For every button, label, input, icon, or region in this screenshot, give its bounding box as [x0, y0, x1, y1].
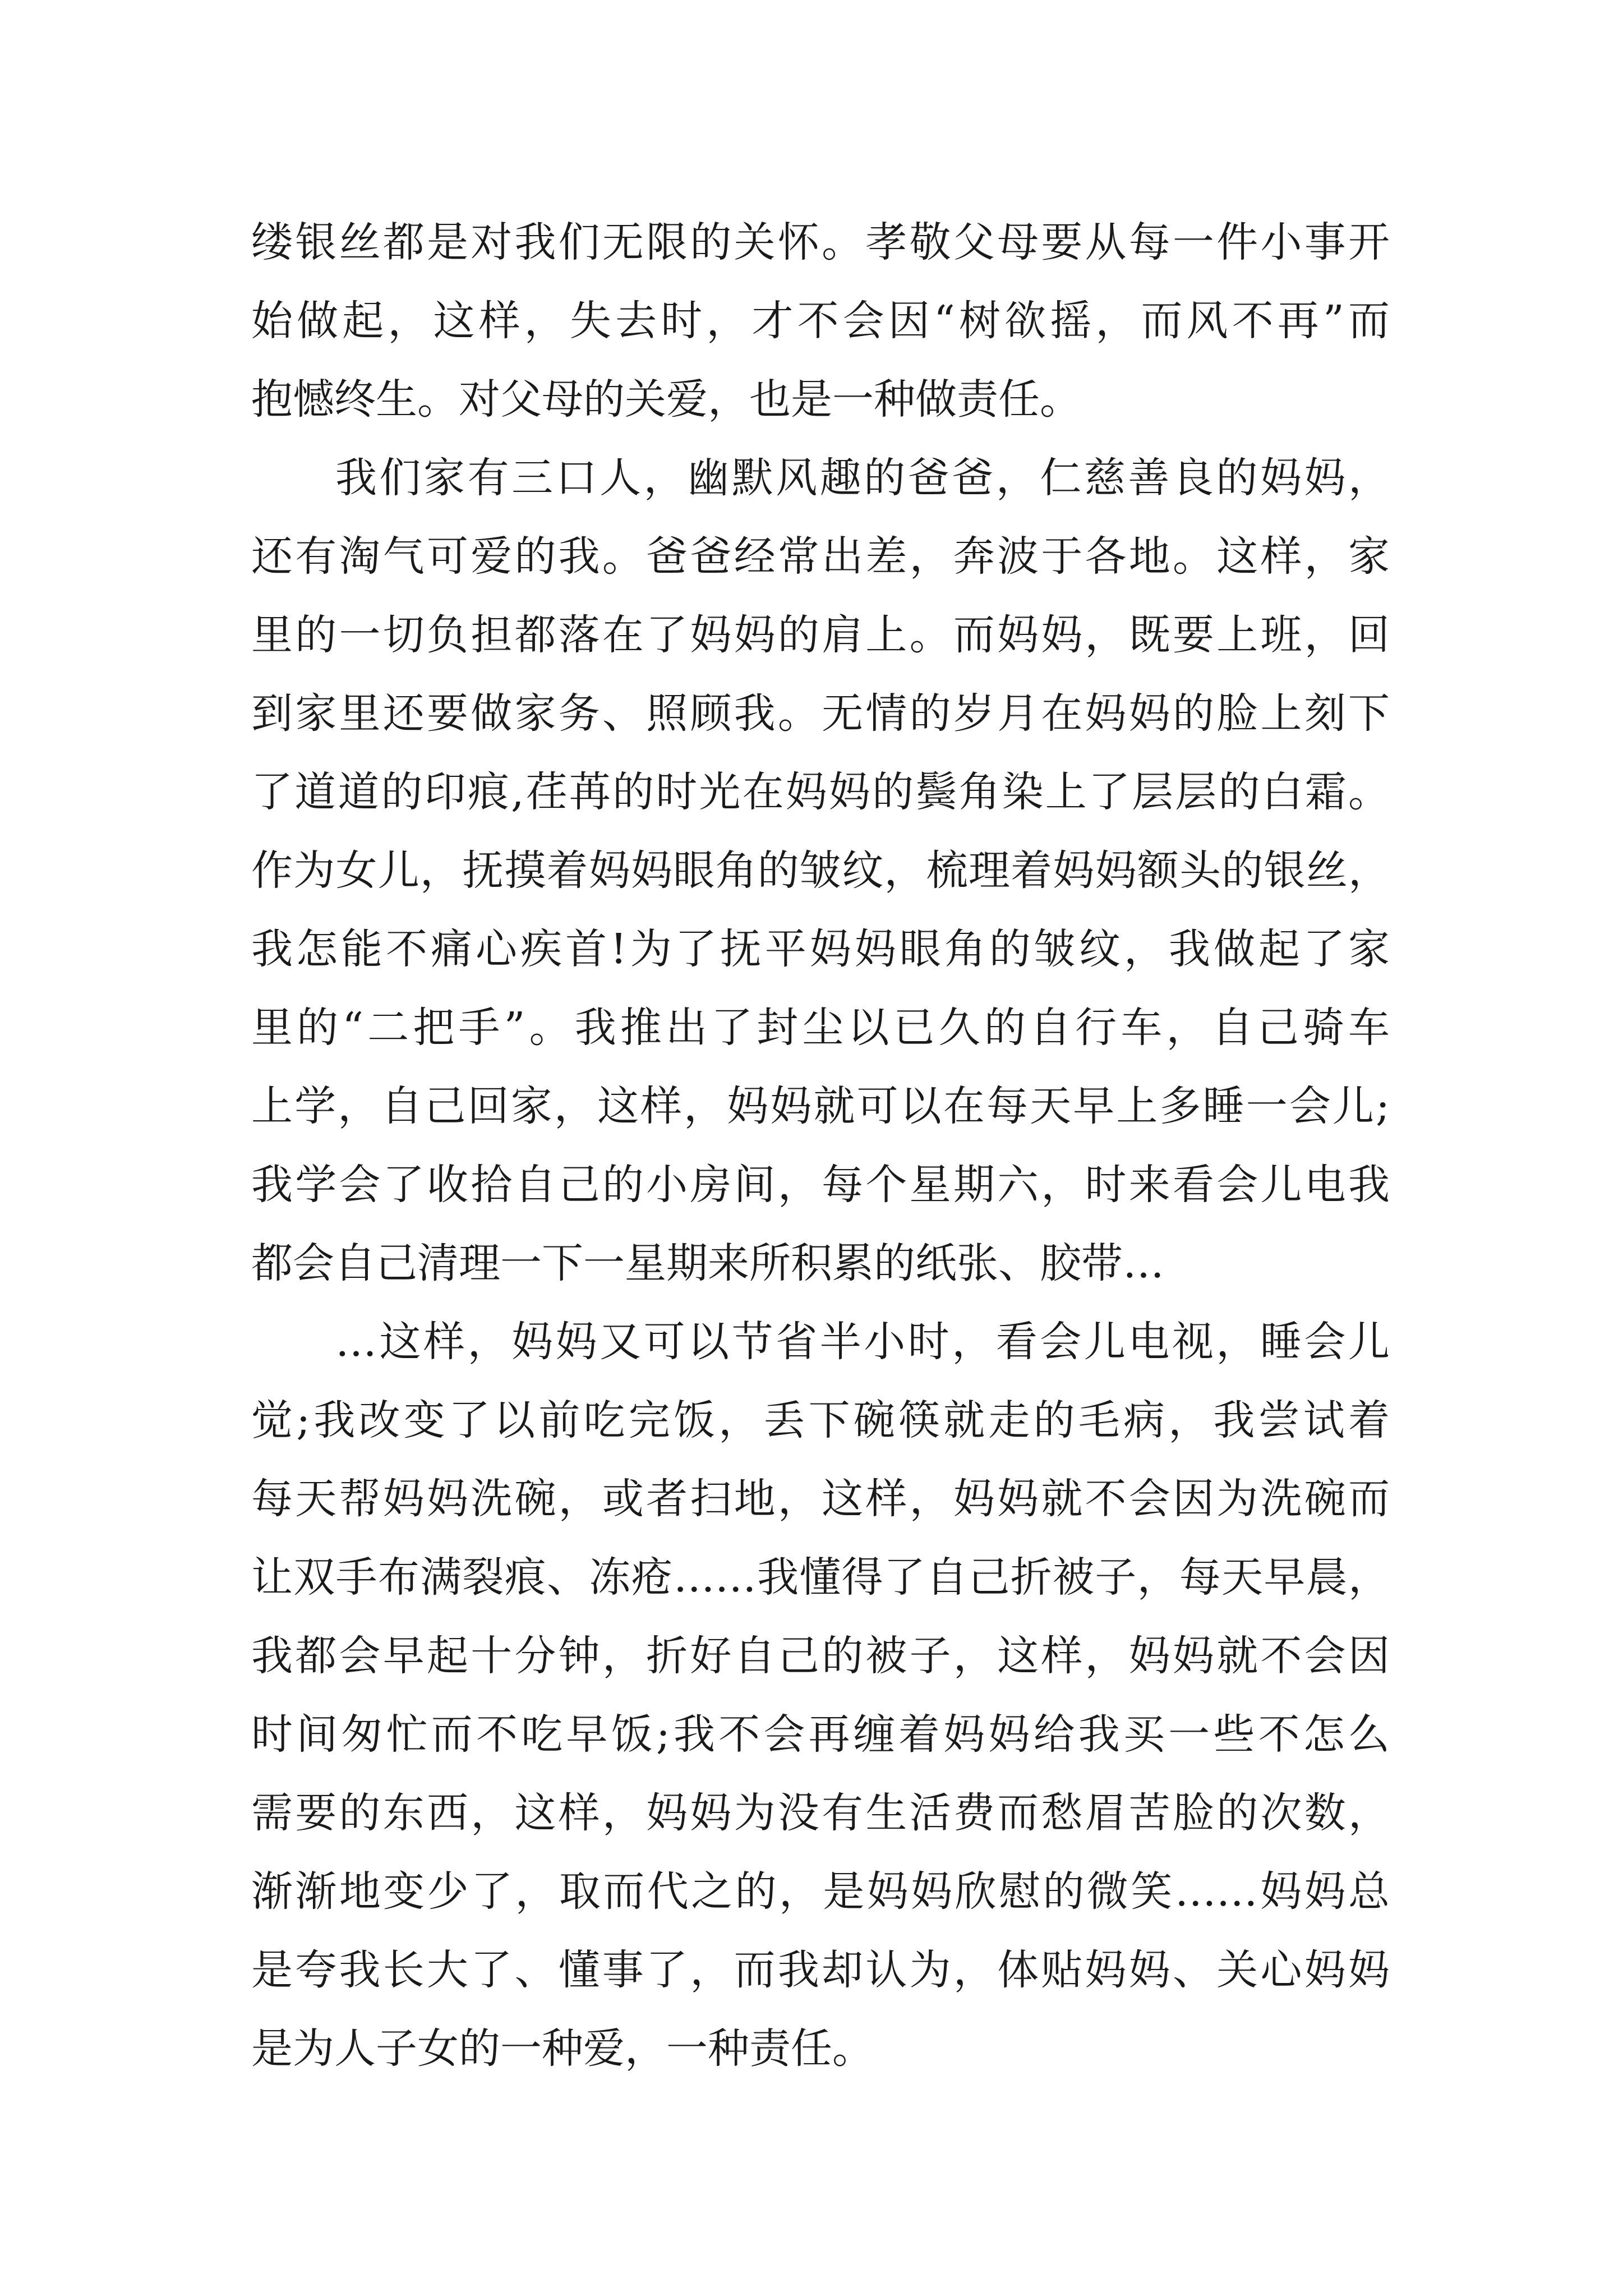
text-line: 始做起，这样，失去时，才不会因“树欲摇，而风不再”而	[251, 297, 1390, 345]
text-line: 我学会了收拾自己的小房间，每个星期六，时来看会儿电我	[251, 1161, 1390, 1209]
text-line: 渐渐地变少了，取而代之的，是妈妈欣慰的微笑……妈妈总	[251, 1867, 1390, 1916]
text-line: 让双手布满裂痕、冻疮……我懂得了自己折被子，每天早晨，	[251, 1553, 1390, 1602]
text-line: 缕银丝都是对我们无限的关怀。孝敬父母要从每一件小事开	[251, 218, 1390, 266]
text-line: 到家里还要做家务、照顾我。无情的岁月在妈妈的脸上刻下	[251, 689, 1390, 738]
text-line: 时间匆忙而不吃早饭;我不会再缠着妈妈给我买一些不怎么	[251, 1710, 1390, 1759]
text-line: 是为人子女的一种爱，一种责任。	[251, 2024, 874, 2073]
text-line: 我都会早起十分钟，折好自己的被子，这样，妈妈就不会因	[251, 1632, 1390, 1680]
text-line: 里的“二把手”。我推出了封尘以已久的自行车，自己骑车	[251, 1004, 1390, 1052]
text-line: …这样，妈妈又可以节省半小时，看会儿电视，睡会儿	[335, 1318, 1390, 1366]
text-line: 觉;我改变了以前吃完饭，丢下碗筷就走的毛病，我尝试着	[251, 1396, 1390, 1444]
text-line: 我们家有三口人，幽默风趣的爸爸，仁慈善良的妈妈，	[335, 454, 1390, 502]
text-line: 里的一切负担都落在了妈妈的肩上。而妈妈，既要上班，回	[251, 611, 1390, 659]
text-line: 抱憾终生。对父母的关爱，也是一种做责任。	[251, 375, 1081, 424]
text-line: 上学，自己回家，这样，妈妈就可以在每天早上多睡一会儿;	[251, 1082, 1390, 1130]
text-line: 作为女儿，抚摸着妈妈眼角的皱纹，梳理着妈妈额头的银丝，	[251, 846, 1390, 895]
text-line: 了道道的印痕,荏苒的时光在妈妈的鬓角染上了层层的白霜。	[251, 768, 1390, 816]
text-line: 还有淘气可爱的我。爸爸经常出差，奔波于各地。这样，家	[251, 532, 1390, 581]
text-line: 都会自己清理一下一星期来所积累的纸张、胶带…	[251, 1239, 1164, 1287]
text-line: 需要的东西，这样，妈妈为没有生活费而愁眉苦脸的次数，	[251, 1789, 1390, 1837]
text-line: 是夸我长大了、懂事了，而我却认为，体贴妈妈、关心妈妈	[251, 1946, 1390, 1994]
text-line: 每天帮妈妈洗碗，或者扫地，这样，妈妈就不会因为洗碗而	[251, 1475, 1390, 1523]
text-line: 我怎能不痛心疾首!为了抚平妈妈眼角的皱纹，我做起了家	[251, 925, 1390, 973]
